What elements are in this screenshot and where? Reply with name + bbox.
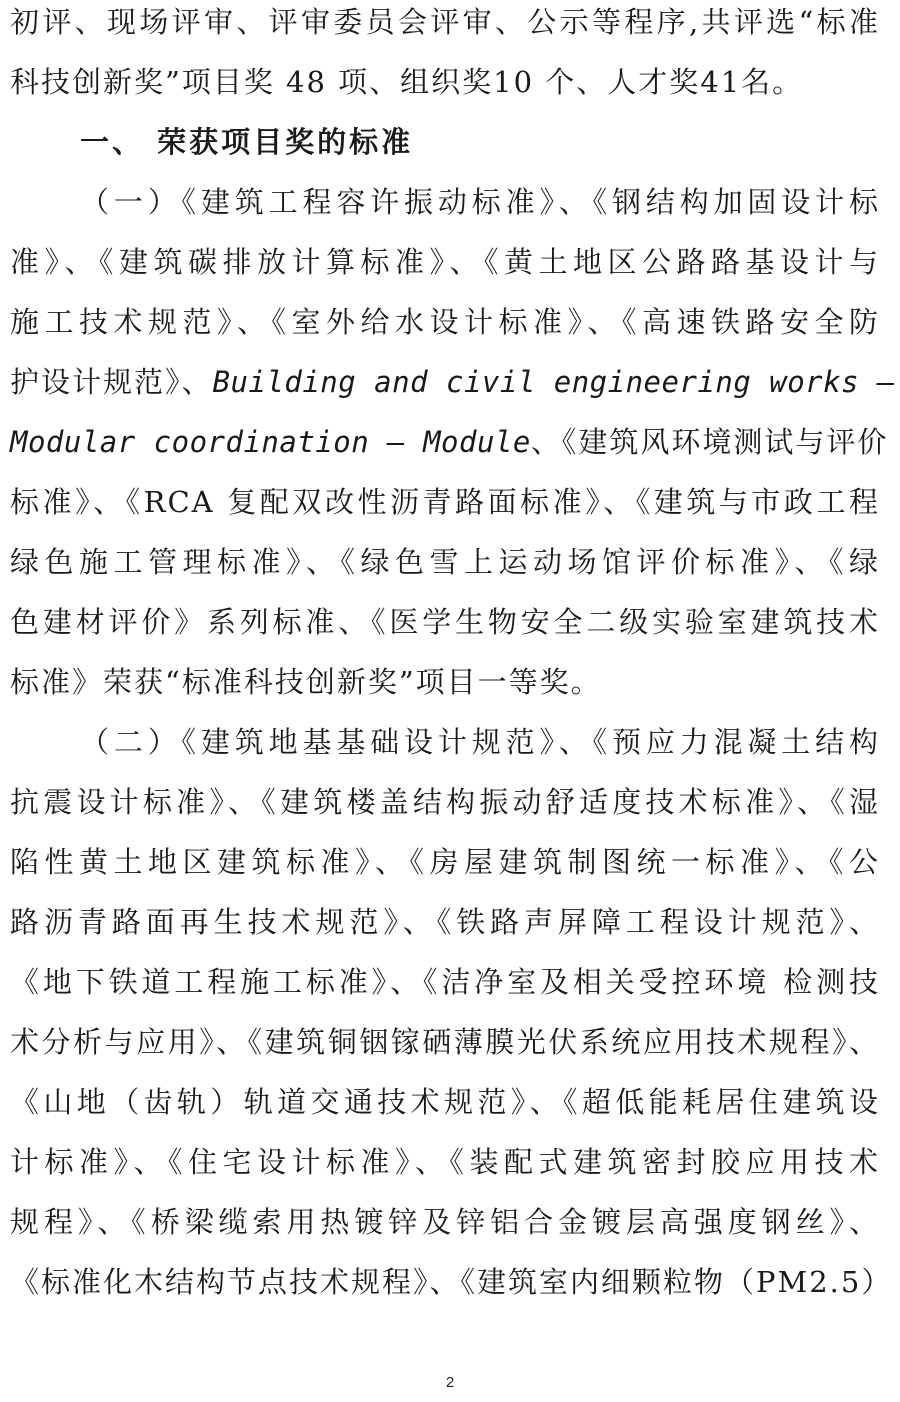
text-line-19: 《山地（齿轨）轨道交通技术规范》、《超低能耗居住建筑设 bbox=[10, 1085, 880, 1119]
section-heading: 一、 荣获项目奖的标准 bbox=[80, 125, 414, 159]
text-line-8 bbox=[10, 412, 889, 472]
text-line-1: 初评、现场评审、评审委员会评审、公示等程序,共评选“标准 bbox=[10, 5, 880, 39]
text-line-18: 术分析与应用》、《建筑铜铟镓硒薄膜光伏系统应用技术规程》、 bbox=[10, 1025, 880, 1059]
text-line-20: 计标准》、《住宅设计标准》、《装配式建筑密封胶应用技术 bbox=[10, 1145, 880, 1179]
text-line-7 bbox=[10, 352, 895, 412]
text-line-4: （一）《建筑工程容许振动标准》、《钢结构加固设计标 bbox=[80, 185, 880, 219]
text-line-15: 陷性黄土地区建筑标准》、《房屋建筑制图统一标准》、《公 bbox=[10, 845, 880, 879]
text-line-12: 标准》荣获“标准科技创新奖”项目一等奖。 bbox=[10, 665, 602, 699]
text-line-10: 绿色施工管理标准》、《绿色雪上运动场馆评价标准》、《绿 bbox=[10, 545, 880, 579]
text-line-7-content: 护设计规范》、Building and civil engineering works — bbox=[10, 365, 895, 399]
text-line-11: 色建材评价》系列标准、《医学生物安全二级实验室建筑技术 bbox=[10, 605, 880, 639]
text-line-14: 抗震设计标准》、《建筑楼盖结构振动舒适度技术标准》、《湿 bbox=[10, 785, 880, 819]
text-line-17: 《地下铁道工程施工标准》、《洁净室及相关受控环境 检测技 bbox=[10, 965, 880, 999]
text-line-13: （二）《建筑地基基础设计规范》、《预应力混凝土结构 bbox=[80, 725, 880, 759]
text-line-8-content: Modular coordination — Module、《建筑风环境测试与评价 bbox=[10, 425, 889, 459]
text-line-9: 标准》、《RCA 复配双改性沥青路面标准》、《建筑与市政工程 bbox=[10, 485, 880, 519]
text-line-5: 准》、《建筑碳排放计算标准》、《黄土地区公路路基设计与 bbox=[10, 245, 880, 279]
page-number: 2 bbox=[445, 1374, 455, 1391]
text-line-2: 科技创新奖”项目奖 48 项、组织奖10 个、人才奖41名。 bbox=[10, 65, 804, 99]
text-line-22: 《标准化木结构节点技术规程》、《建筑室内细颗粒物（PM2.5） bbox=[10, 1265, 893, 1299]
text-line-21: 规程》、《桥梁缆索用热镀锌及锌铝合金镀层高强度钢丝》、 bbox=[10, 1205, 880, 1239]
text-line-6: 施工技术规范》、《室外给水设计标准》、《高速铁路安全防 bbox=[10, 305, 880, 339]
text-line-16: 路沥青路面再生技术规范》、《铁路声屏障工程设计规范》、 bbox=[10, 905, 880, 939]
